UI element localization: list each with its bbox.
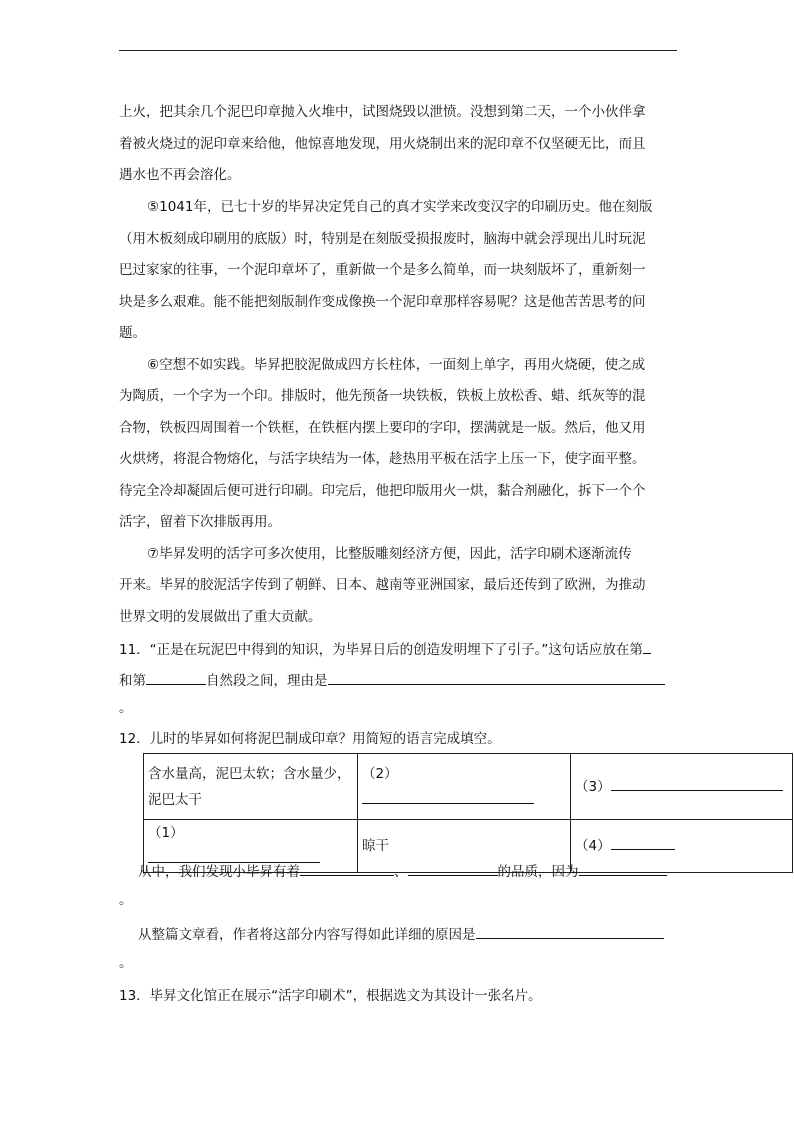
q11-end: 。 <box>119 700 133 716</box>
q12-because-blank[interactable] <box>579 862 667 876</box>
q12-sub1-text-b: 的品质，因为 <box>497 864 579 880</box>
q12-label-2: （2） <box>362 765 398 782</box>
q11-reason-blank[interactable] <box>328 671 665 685</box>
table-row <box>144 754 793 820</box>
q11-blank-1[interactable] <box>643 640 651 654</box>
para5-line-1: ⑤1041年，已七十岁的毕昇决定凭自己的真才实学来改变汉字的印刷历史。他在刻版 <box>147 199 653 215</box>
q12-label-3: （3） <box>575 778 611 795</box>
para4-line-1: 上火，把其余几个泥巴印章抛入火堆中，试图烧毁以泄愤。没想到第二天，一个小伙伴拿 <box>119 104 646 120</box>
q12-quality-blank-2[interactable] <box>408 862 498 876</box>
q12-sub2-blank[interactable] <box>476 925 664 939</box>
q11-text-reason: 自然段之间，理由是 <box>206 673 328 689</box>
q12-cell-r1c1 <box>144 754 358 820</box>
q12-sub1 <box>138 862 667 880</box>
para5-line-4: 块是多么艰难。能不能把刻版制作变成像换一个泥印章那样容易呢？这是他苦苦思考的问 <box>119 294 646 310</box>
q12-cell-r1c1-line1: 含水量高，泥巴太软；含水量少， <box>148 765 351 782</box>
q12-sub1-sep: 、 <box>394 864 408 880</box>
para5-line-2: （用木板刻成印刷用的底版）时，特别是在刻版受损报废时，脑海中就会浮现出儿时玩泥 <box>119 231 646 247</box>
q12-cell-r1c3 <box>571 754 793 820</box>
q12-sub2-text: 从整篇文章看，作者将这部分内容写得如此详细的原因是 <box>138 927 476 943</box>
q12-label-1: （1） <box>148 825 184 841</box>
para6-line-2: 为陶质，一个字为一个印。排版时，他先预备一块铁板，铁板上放松香、蜡、纸灰等的混 <box>119 388 646 404</box>
para7-line-1: ⑦毕昇发明的活字可多次使用，比整版雕刻经济方便，因此，活字印刷术逐渐流传 <box>147 546 632 562</box>
para6-line-3: 合物，铁板四周围着一个铁框，在铁框内摆上要印的字印，摆满就是一版。然后，他又用 <box>119 420 646 436</box>
para6-line-5: 待完全冷却凝固后便可进行印刷。印完后，他把印版用火一烘，黏合剂融化，拆下一个个 <box>119 483 646 499</box>
q11-line-2 <box>119 671 665 689</box>
para5-line-3: 巴过家家的往事，一个泥印章坏了，重新做一个是多么简单，而一块刻版坏了，重新刻一 <box>119 262 646 278</box>
header-rule <box>119 50 677 51</box>
para6-line-4: 火烘烤，将混合物熔化，与活字块结为一体，趁热用平板在活字上压一下，使字面平整。 <box>119 451 646 467</box>
q12-stem: 12．儿时的毕昇如何将泥巴制成印章？用简短的语言完成填空。 <box>119 731 501 747</box>
q13-stem: 13．毕昇文化馆正在展示“活字印刷术”，根据选文为其设计一张名片。 <box>119 988 542 1004</box>
q12-blank-1[interactable] <box>148 849 320 863</box>
q12-table <box>143 753 793 873</box>
q12-cell-r2c2: 晾干 <box>358 820 571 873</box>
q12-sub2-end: 。 <box>119 955 133 971</box>
q12-sub1-end: 。 <box>119 892 133 908</box>
q12-blank-3[interactable] <box>611 777 783 791</box>
para4-line-2: 着被火烧过的泥印章来给他，他惊喜地发现，用火烧制出来的泥印章不仅坚硬无比，而且 <box>119 136 646 152</box>
q12-sub1-text-a: 从中，我们发现小毕昇有着 <box>138 864 300 880</box>
q11-text-and: 和第 <box>119 673 146 689</box>
q12-cell-r1c1-line2: 泥巴太干 <box>148 791 202 808</box>
q11-stem-text: 11．“正是在玩泥巴中得到的知识，为毕昇日后的创造发明埋下了引子。”这句话应放在第 <box>119 642 643 658</box>
q12-blank-2[interactable] <box>362 790 534 804</box>
q11-blank-2[interactable] <box>146 671 206 685</box>
q12-quality-blank-1[interactable] <box>300 862 394 876</box>
para7-line-3: 世界文明的发展做出了重大贡献。 <box>119 609 322 625</box>
q12-label-4: （4） <box>575 838 611 854</box>
para6-line-6: 活字，留着下次排版再用。 <box>119 514 281 530</box>
para4-line-3: 遇水也不再会溶化。 <box>119 167 241 183</box>
q12-blank-4[interactable] <box>611 836 675 850</box>
para7-line-2: 开来。毕昇的胶泥活字传到了朝鲜、日本、越南等亚洲国家，最后还传到了欧洲，为推动 <box>119 577 646 593</box>
para6-line-1: ⑥空想不如实践。毕昇把胶泥做成四方长柱体，一面刻上单字，再用火烧硬，使之成 <box>147 357 646 373</box>
q12-sub2 <box>138 925 664 943</box>
q12-cell-r1c2 <box>358 754 571 820</box>
para5-line-5: 题。 <box>119 325 146 341</box>
q11-stem <box>119 640 651 658</box>
